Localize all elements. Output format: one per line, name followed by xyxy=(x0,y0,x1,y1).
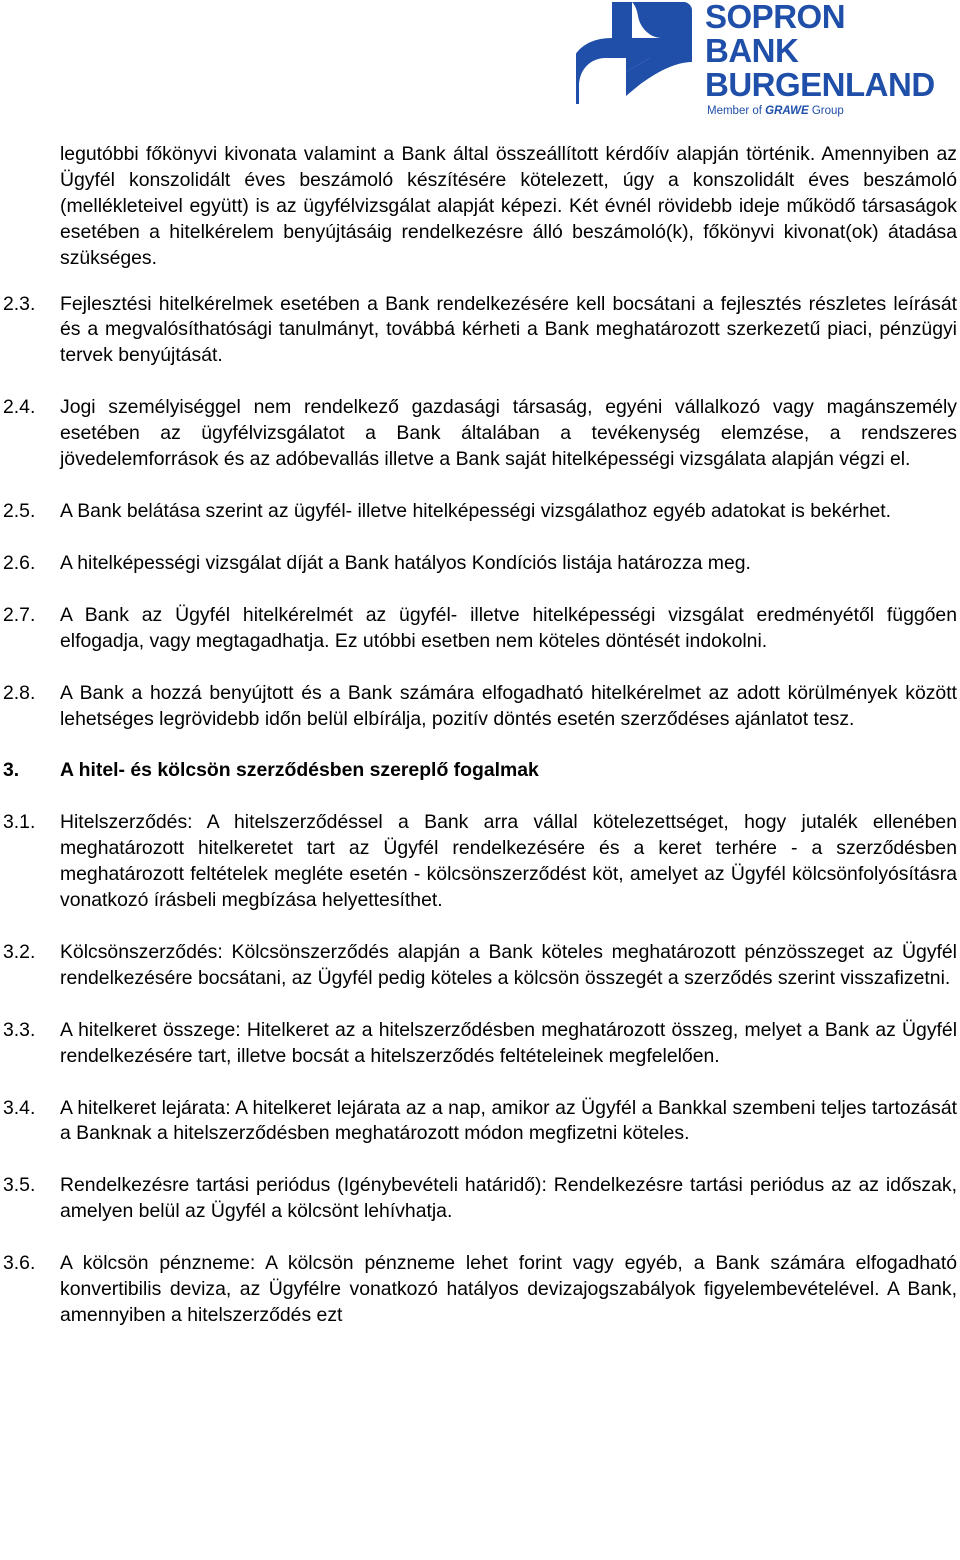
paragraph-text: A hitelkeret lejárata: A hitelkeret lejárata az a nap, amikor az Ügyfél a Bankkal szembeni teljes tartozását a Banknak a hitelszerződésben meghatározott módon megfizetni köteles. xyxy=(60,1096,957,1145)
numbered-paragraph xyxy=(0,810,960,914)
section-heading xyxy=(0,758,960,784)
paragraph-text: Fejlesztési hitelkérelmek esetében a Bank rendelkezésére kell bocsátani a fejlesztés részletes leírását és a megvalósíthatósági tanulmányt, továbbá kérheti a Bank meghatározott szerkezetű piaci, pénzügyi tervek benyújtását. xyxy=(60,292,957,367)
paragraph-text: A Bank a hozzá benyújtott és a Bank számára elfogadható hitelkérelmet az adott körülmények között lehetséges legrövidebb időn belül elbírálja, pozitív döntés esetén szerződéses ajánlatot tesz. xyxy=(60,681,957,730)
paragraph-text: Kölcsönszerződés: Kölcsönszerződés alapján a Bank köteles meghatározott pénzösszeget az Ügyfél rendelkezésére bocsátani, az Ügyfél pedig köteles a kölcsön összegét a szerződés szerint visszafizetni. xyxy=(60,940,957,989)
logo-wordmark xyxy=(705,0,935,119)
numbered-paragraph xyxy=(0,1018,960,1070)
numbered-paragraph xyxy=(0,499,960,525)
paragraph-number: 3.5. xyxy=(3,1174,36,1197)
paragraph-text: Rendelkezésre tartási periódus (Igénybevételi határidő): Rendelkezésre tartási periódus az az időszak, amelyen belül az Ügyfél a kölcsönt lehívhatja. xyxy=(60,1174,957,1223)
paragraph-text: A kölcsön pénzneme: A kölcsön pénzneme lehet forint vagy egyéb, a Bank számára elfogadható konvertibilis deviza, az Ügyfélre vonatkozó hatályos devizajogszabályok figyelembevételével. A Bank, amennyiben a hitelszerződés ezt xyxy=(60,1252,957,1326)
paragraph-text: A Bank az Ügyfél hitelkérelmét az ügyfél- illetve hitelképességi vizsgálat eredményétől függően elfogadja, vagy megtagadhatja. Ez utóbbi esetben nem köteles döntését indokolni. xyxy=(60,603,957,652)
paragraph-number: 2.8. xyxy=(3,681,36,704)
paragraph-number: 3.6. xyxy=(3,1252,36,1275)
logo-member-suffix: Group xyxy=(808,105,844,117)
paragraph-number: 2.4. xyxy=(3,396,36,419)
paragraph-number: 2.3. xyxy=(3,292,36,315)
logo-member-prefix: Member of xyxy=(707,105,766,117)
numbered-paragraph xyxy=(0,681,960,733)
logo-line-sopron: SOPRON xyxy=(705,0,846,35)
paragraph-number: 2.5. xyxy=(3,499,36,522)
numbered-paragraph xyxy=(0,551,960,577)
paragraph-list xyxy=(0,292,960,1329)
sopron-bank-logo-icon xyxy=(576,2,696,104)
document-body xyxy=(0,142,960,1355)
paragraph-number: 3.3. xyxy=(3,1018,36,1041)
numbered-paragraph xyxy=(0,292,960,370)
paragraph-text: A hitel- és kölcsön szerződésben szereplő fogalmak xyxy=(60,759,539,782)
paragraph-text: Jogi személyiséggel nem rendelkező gazdasági társaság, egyéni vállalkozó vagy magánszemély esetében az ügyfélvizsgálatot a Bank általában a tevékenység elemzése, a rendszeres jövedelemforrások és az adóbevallás illetve a Bank saját hitelképességi vizsgálata alapján végzi el. xyxy=(60,396,957,471)
numbered-paragraph xyxy=(0,603,960,655)
paragraph-text: A Bank belátása szerint az ügyfél- illetve hitelképességi vizsgálathoz egyéb adatokat is bekérhet. xyxy=(60,499,892,522)
paragraph-text: A hitelkeret összege: Hitelkeret az a hitelszerződésben meghatározott összeg, melyet a Bank az Ügyfél rendelkezésére tart, illetve bocsát a hitelszerződés feltételeinek megfelelően. xyxy=(60,1018,957,1067)
paragraph-number: 3. xyxy=(3,759,20,782)
numbered-paragraph xyxy=(0,1251,960,1329)
logo-member-brand: GRAWE xyxy=(765,105,809,117)
paragraph-number: 3.1. xyxy=(3,811,36,834)
paragraph-text: A hitelképességi vizsgálat díját a Bank hatályos Kondíciós listája határozza meg. xyxy=(60,551,751,574)
logo-line-burgenland: BURGENLAND xyxy=(705,66,935,103)
continuation-paragraph xyxy=(0,142,960,272)
logo-line-bank: BANK xyxy=(705,32,799,69)
paragraph-text: Hitelszerződés: A hitelszerződéssel a Bank arra vállal kötelezettséget, hogy jutalék ellenében meghatározott hitelkeretet tart az Ügyfél rendelkezésére és a keret terhére - a szerződésben meghatározott feltételek megléte esetén - kölcsönszerződést köt, amelyet az Ügyfél kölcsönfolyósításra vonatkozó írásbeli megbízása helyettesíthet. xyxy=(60,811,957,912)
paragraph-number: 3.4. xyxy=(3,1096,36,1119)
paragraph-number: 3.2. xyxy=(3,940,36,963)
paragraph-number: 2.6. xyxy=(3,551,36,574)
numbered-paragraph xyxy=(0,1173,960,1225)
sopron-bank-logo xyxy=(576,0,960,120)
continuation-text: legutóbbi főkönyvi kivonata valamint a Bank által összeállított kérdőív alapján történik. Amennyiben az Ügyfél konszolidált éves beszámoló készítésére kötelezett, úgy a konszolidált éves beszámoló (mellékleteivel együtt) is az ügyfélvizsgálat alapját képezi. Két évnél rövidebb ideje működő társaságok esetében a hitelkérelem benyújtásáig rendelkezésre álló beszámoló(k), főkönyvi kivonat(ok) átadása szükséges. xyxy=(60,143,957,269)
logo-member-line xyxy=(705,103,935,119)
paragraph-number: 2.7. xyxy=(3,603,36,626)
numbered-paragraph xyxy=(0,395,960,473)
numbered-paragraph xyxy=(0,940,960,992)
numbered-paragraph xyxy=(0,1096,960,1148)
